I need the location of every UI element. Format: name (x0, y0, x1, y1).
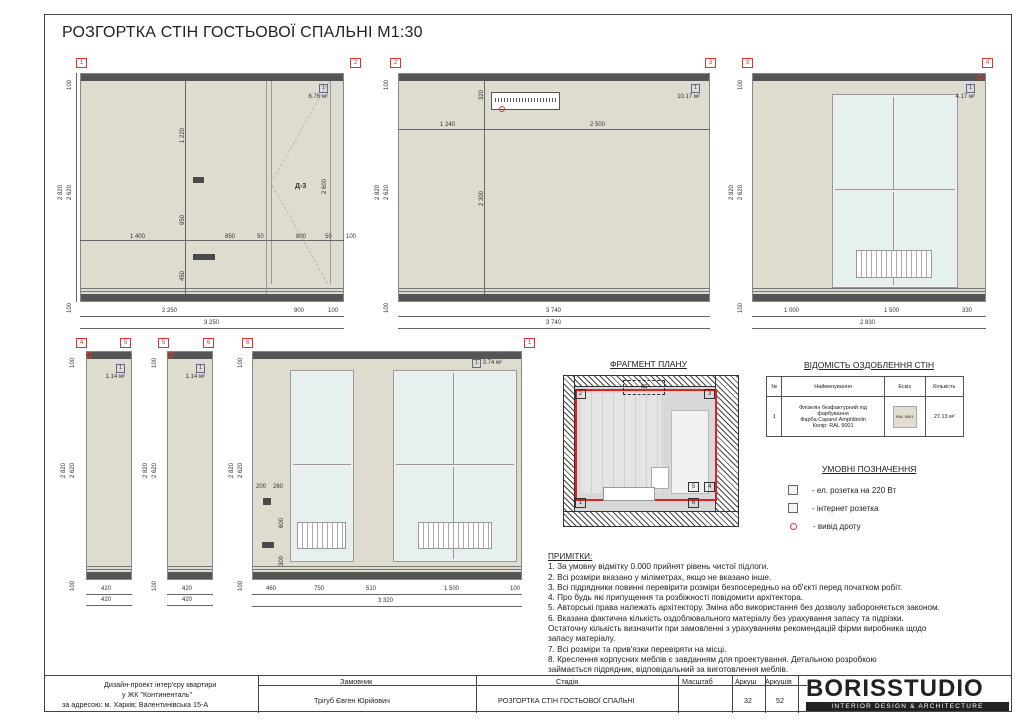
dim-label: 100 (346, 234, 357, 240)
socket-icon (193, 254, 215, 260)
dim-label: 2 820 (229, 462, 235, 478)
wall-number: 1 (319, 84, 328, 93)
dim-label: 100 (67, 79, 73, 90)
wall-tag: 5 (158, 338, 169, 348)
dim-label: 100 (238, 580, 244, 591)
radiator (297, 522, 346, 549)
dim-label: 50 (325, 234, 332, 240)
customer-label: Замовник (340, 677, 373, 686)
dim-label: 2 620 (152, 462, 158, 478)
wall-tag: 5 (120, 338, 131, 348)
wall-number: 1 (196, 364, 205, 373)
plan-title: ФРАГМЕНТ ПЛАНУ (610, 359, 687, 369)
wall-tag: 6 (242, 338, 253, 348)
dim-label: 420 (101, 586, 112, 592)
wall-area: 6.76 м² (308, 94, 328, 100)
table-header: Кількість (925, 377, 963, 397)
socket-icon (193, 177, 204, 183)
dim-label: 330 (962, 308, 973, 314)
stage-label: Стадія (556, 677, 579, 686)
radiator (418, 522, 492, 549)
dim-label: 100 (738, 79, 744, 90)
wall-tag: 3 (742, 58, 753, 68)
dim-label: 1 220 (180, 127, 186, 143)
wall-tag: 6 (203, 338, 214, 348)
wall-tag: 4 (76, 338, 87, 348)
door-label: Д-3 (295, 183, 307, 190)
wire-outlet-icon (790, 523, 797, 530)
wall-area: 4.17 м² (955, 94, 975, 100)
dim-label: 460 (266, 586, 277, 592)
plan-corner: 5 (688, 482, 699, 492)
wire-outlet-icon (977, 74, 983, 80)
dim-label: 100 (70, 357, 76, 368)
finishes-title: ВІДОМІСТЬ ОЗДОБЛЕННЯ СТІН (804, 360, 935, 370)
table-header: Найменування (782, 377, 884, 397)
dim-label: 3 320 (378, 598, 394, 604)
dim-label: 2 820 (61, 462, 67, 478)
wall-number: 1 (966, 84, 975, 93)
wall-tag: 4 (982, 58, 993, 68)
plan-corner: 3 (704, 389, 715, 399)
dim-label: 2 620 (238, 462, 244, 478)
plan-label: 5Д (623, 380, 665, 395)
dim-label: 320 (479, 89, 485, 100)
dim-label: 2 820 (58, 184, 64, 200)
table-header: Ескіз (884, 377, 925, 397)
wall-tag: 2 (350, 58, 361, 68)
dim-label: 200 (256, 484, 267, 490)
dim-label: 2 300 (479, 190, 485, 206)
dim-label: 2 600 (322, 178, 328, 194)
dim-label: 450 (180, 270, 186, 281)
dim-label: 950 (180, 214, 186, 225)
sheets-count: 52 (776, 696, 784, 705)
wall-elevation-4 (86, 351, 132, 580)
wall-area: 1.14 м² (185, 374, 205, 380)
dim-label: 420 (182, 586, 193, 592)
wire-outlet-icon (86, 352, 92, 358)
dim-label: 2 620 (384, 184, 390, 200)
dim-label: 900 (294, 308, 305, 314)
project-complex: у ЖК "Континенталь" (122, 690, 193, 699)
dim-label: 2 620 (70, 462, 76, 478)
socket-icon (262, 542, 274, 548)
dim-label: 420 (101, 597, 112, 603)
dim-label: 100 (384, 79, 390, 90)
dim-label: 100 (510, 586, 521, 592)
dim-label: 260 (273, 484, 284, 490)
wall-tag: 1 (524, 338, 535, 348)
table-row: 1 Флізелін безфактурний під фарбування Фарба Caparol Amphibolin Колір: RAL 9001 RAL 9001 27.13 м² (767, 397, 964, 437)
sheet-number: 32 (744, 696, 752, 705)
plan-corner: 4 (704, 482, 715, 492)
wall-tag: 3 (705, 58, 716, 68)
dim-label: 50 (257, 234, 264, 240)
dim-label: 100 (152, 357, 158, 368)
plan-corner: 6 (688, 498, 699, 508)
dim-label: 1 000 (784, 308, 800, 314)
internet-socket-icon (788, 503, 798, 513)
dim-label: 420 (182, 597, 193, 603)
dim-label: 100 (152, 580, 158, 591)
page-title: РОЗГОРТКА СТІН ГОСТЬОВОЇ СПАЛЬНІ М1:30 (62, 24, 423, 41)
dim-label: 1 500 (444, 586, 460, 592)
legend: - ел. розетка на 220 Вт - інтернет розетка - вивід дроту (788, 481, 896, 535)
wall-area: 3.74 м² (482, 360, 503, 366)
project-address: за адресою: м. Харків; Валентинівська 15-А (62, 700, 209, 709)
legend-title: УМОВНІ ПОЗНАЧЕННЯ (822, 464, 917, 474)
dim-label: 800 (296, 234, 307, 240)
dim-label: 3 250 (204, 320, 220, 326)
wall-number: 1 (472, 359, 481, 368)
dim-label: 1 500 (884, 308, 900, 314)
plan-corner: 1 (575, 498, 586, 508)
wall-tag: 2 (390, 58, 401, 68)
plan-corner: 2 (575, 389, 586, 399)
sheet-name: РОЗГОРТКА СТІН ГОСТЬОВОЇ СПАЛЬНІ (498, 696, 635, 705)
dim-label: 850 (225, 234, 236, 240)
power-socket-icon (788, 485, 798, 495)
dim-label: 2 820 (729, 184, 735, 200)
notes: ПРИМІТКИ: 1. За умовну відмітку 0.000 прийнят рівень чистої підлоги. 2. Всі розміри вказано у міліметрах, якщо не вказано інше. 3. Всі підрядники повинні перевірити розміри безпосередньо на об'єкті перед початком робіт. 4. Про будь які припущення та розбіжності повідомити архітектора. 5. Авторські права належать архітектору. Зміна або використання без дозволу забороняється законом. 6. Вказана фактична кількість оздоблювального матеріалу без урахування запасу та підрізки. Остаточну кількість визначити при замовленні з урахуванням рекомендацій фірми виробника щодо запасу матеріалу. 7. Всі розміри та прив'язки перевіряти на місці. 8. Креслення корпусних меблів є завданням для проектування. Детальною розробкою займається підрядник, відповідальний за виготовлення меблів. (548, 552, 940, 675)
scale-label: Масштаб (682, 677, 713, 686)
dim-label: 2 500 (590, 122, 606, 128)
color-swatch: RAL 9001 (893, 406, 917, 428)
dim-label: 1 240 (440, 122, 456, 128)
dim-label: 100 (738, 302, 744, 313)
dim-label: 100 (67, 302, 73, 313)
dim-label: 3 740 (546, 308, 562, 314)
customer-name: Трігуб Євген Юрійович (314, 696, 390, 705)
dim-label: 510 (366, 586, 377, 592)
project-name: Дизайн-проект інтер'єру квартири (104, 680, 217, 689)
wall-tag: 1 (76, 58, 87, 68)
wall-number: 1 (691, 84, 700, 93)
dim-label: 750 (314, 586, 325, 592)
dim-label: 2 820 (375, 184, 381, 200)
dim-label: 100 (238, 357, 244, 368)
studio-logo: BORISSTUDIO INTERIOR DESIGN & ARCHITECTURE (806, 677, 1009, 710)
sheet-label: Аркуш (735, 677, 757, 686)
dim-label: 100 (328, 308, 339, 314)
finishes-table (766, 376, 964, 437)
wall-area: 10.17 м² (677, 94, 700, 100)
table-header: № (767, 377, 782, 397)
wall-area: 1.14 м² (105, 374, 125, 380)
dim-label: 2 250 (162, 308, 178, 314)
dim-label: 600 (279, 517, 285, 528)
dim-label: 1 400 (130, 234, 146, 240)
dim-label: 2 620 (67, 184, 73, 200)
wall-number: 1 (116, 364, 125, 373)
wire-outlet-icon (499, 106, 505, 112)
dim-label: 300 (279, 555, 285, 566)
dim-label: 2 820 (143, 462, 149, 478)
wire-outlet-icon (167, 352, 173, 358)
sheets-label: Аркушів (765, 677, 792, 686)
socket-icon (263, 498, 271, 505)
dim-label: 100 (70, 580, 76, 591)
wall-elevation-5 (167, 351, 213, 580)
dim-label: 100 (384, 302, 390, 313)
radiator (856, 250, 932, 278)
dim-label: 3 740 (546, 320, 562, 326)
dim-label: 2 620 (738, 184, 744, 200)
dim-label: 2 830 (860, 320, 876, 326)
